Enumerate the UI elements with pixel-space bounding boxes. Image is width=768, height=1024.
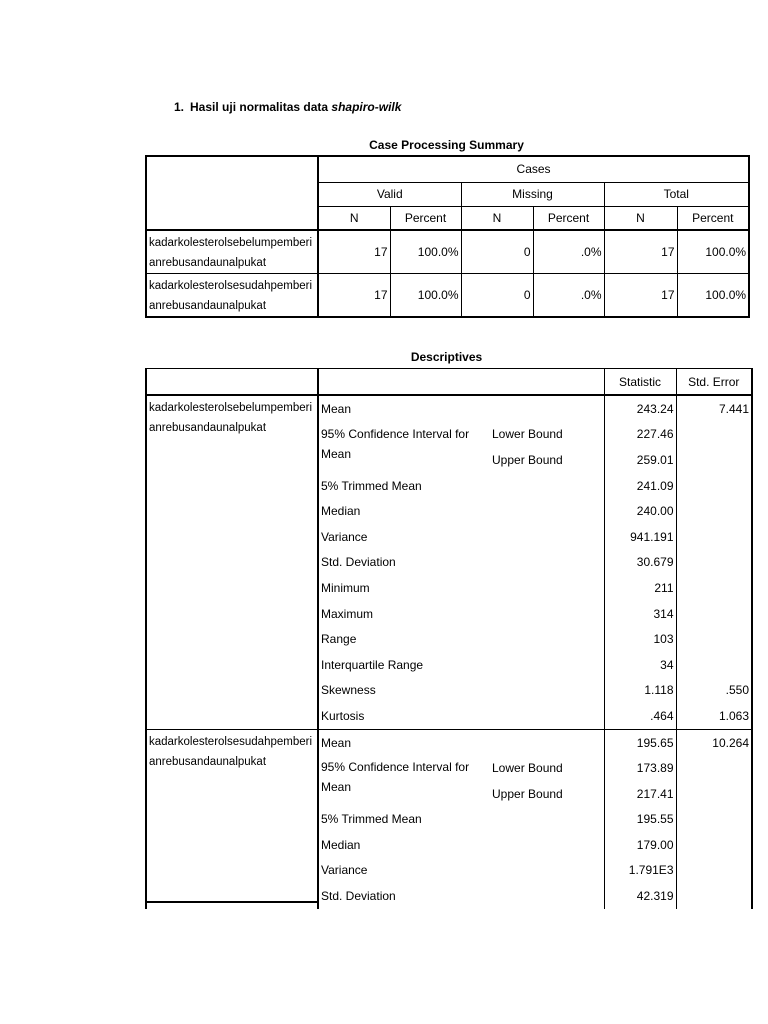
cell: 17 <box>318 230 390 274</box>
stat-value: 195.55 <box>604 807 676 833</box>
empty-cell <box>676 575 752 601</box>
ci-bound-label: Upper Bound <box>492 786 563 801</box>
empty-cell <box>676 422 752 448</box>
stat-name: 95% Confidence Interval for Mean <box>321 426 470 461</box>
cell: 0 <box>461 274 533 318</box>
descriptives-title: Descriptives <box>410 350 483 364</box>
sub-percent: Percent <box>677 206 749 230</box>
stat-name: Minimum <box>321 580 370 595</box>
empty-cell <box>676 447 752 473</box>
stat-name: Median <box>321 504 361 519</box>
cell: 17 <box>604 230 677 274</box>
cases-header: Cases <box>318 156 749 182</box>
cell: 17 <box>604 274 677 318</box>
stat-name: Maximum <box>321 606 374 621</box>
stat-value: 1.118 <box>604 678 676 704</box>
row-label: kadarkolesterolsebelumpemberianrebusandaunalpukat <box>146 230 318 274</box>
stat-name: Mean <box>321 735 352 750</box>
stat-name: Range <box>321 632 357 647</box>
row-label: kadarkolesterolsesudahpemberianrebusandaunalpukat <box>146 274 318 318</box>
header-std-error: Std. Error <box>676 369 752 396</box>
empty-cell <box>676 498 752 524</box>
stat-name: 5% Trimmed Mean <box>321 478 422 493</box>
sub-n: N <box>318 206 390 230</box>
stat-value: 217.41 <box>604 781 676 807</box>
empty-cell <box>676 626 752 652</box>
stat-name: Variance <box>321 863 368 878</box>
table-bottom-border <box>145 901 317 903</box>
stat-value: 227.46 <box>604 422 676 448</box>
group-label: kadarkolesterolsebelumpemberianrebusandaunalpukat <box>146 395 318 729</box>
header-blank <box>318 369 604 396</box>
cell: 0 <box>461 230 533 274</box>
stat-name: Kurtosis <box>318 703 604 729</box>
stat-value: 241.09 <box>604 473 676 499</box>
section-heading <box>174 100 401 114</box>
stat-value: 211 <box>604 575 676 601</box>
header-statistic: Statistic <box>604 369 676 396</box>
empty-cell <box>676 807 752 833</box>
cell: 100.0% <box>390 230 461 274</box>
stat-name: Mean <box>321 401 352 416</box>
std-error-value: 10.264 <box>676 729 752 755</box>
sub-n: N <box>604 206 677 230</box>
cell: 100.0% <box>677 274 749 318</box>
heading-text: Hasil uji normalitas data <box>190 100 332 114</box>
heading-number: 1. <box>174 100 185 114</box>
empty-cell <box>676 755 752 781</box>
empty-cell <box>676 550 752 576</box>
stat-value: 243.24 <box>604 395 676 422</box>
case-summary-title: Case Processing Summary <box>369 138 524 152</box>
stat-value: 42.319 <box>604 883 676 909</box>
stat-value: 173.89 <box>604 755 676 781</box>
cell: 17 <box>318 274 390 318</box>
stat-value: 103 <box>604 626 676 652</box>
group-valid: Valid <box>318 182 461 206</box>
empty-cell <box>676 652 752 678</box>
empty-cell <box>676 473 752 499</box>
case-processing-table <box>145 155 750 318</box>
stat-value: 314 <box>604 601 676 627</box>
heading-italic: shapiro-wilk <box>331 100 402 114</box>
sub-percent: Percent <box>533 206 604 230</box>
std-error-value: 1.063 <box>676 703 752 729</box>
stat-value: 259.01 <box>604 447 676 473</box>
corner-cell <box>146 156 318 230</box>
stat-value: 1.791E3 <box>604 858 676 884</box>
stat-value: 240.00 <box>604 498 676 524</box>
descriptives-table <box>145 368 753 909</box>
header-blank <box>146 369 318 396</box>
empty-cell <box>676 858 752 884</box>
ci-bound-label: Lower Bound <box>492 427 563 442</box>
stat-value: .464 <box>604 703 676 729</box>
stat-value: 941.191 <box>604 524 676 550</box>
stat-name: 95% Confidence Interval for Mean <box>321 760 470 795</box>
stat-value: 179.00 <box>604 832 676 858</box>
ci-bound-label: Upper Bound <box>492 452 563 467</box>
stat-name: Variance <box>321 529 368 544</box>
group-label: kadarkolesterolsesudahpemberianrebusandaunalpukat <box>146 729 318 909</box>
cell: 100.0% <box>390 274 461 318</box>
empty-cell <box>676 524 752 550</box>
group-total: Total <box>604 182 749 206</box>
empty-cell <box>676 601 752 627</box>
sub-n: N <box>461 206 533 230</box>
cell: .0% <box>533 230 604 274</box>
std-error-value: .550 <box>676 678 752 704</box>
empty-cell <box>676 883 752 909</box>
empty-cell <box>676 832 752 858</box>
ci-bound-label: Lower Bound <box>492 761 563 776</box>
cell: 100.0% <box>677 230 749 274</box>
stat-name: Std. Deviation <box>321 555 396 570</box>
sub-percent: Percent <box>390 206 461 230</box>
stat-value: 30.679 <box>604 550 676 576</box>
std-error-value: 7.441 <box>676 395 752 422</box>
stat-value: 195.65 <box>604 729 676 755</box>
cell: .0% <box>533 274 604 318</box>
stat-name: Std. Deviation <box>321 889 396 904</box>
group-missing: Missing <box>461 182 604 206</box>
stat-name: Interquartile Range <box>321 657 424 672</box>
stat-name: 5% Trimmed Mean <box>321 812 422 827</box>
stat-value: 34 <box>604 652 676 678</box>
stat-name: Skewness <box>321 683 376 698</box>
empty-cell <box>676 781 752 807</box>
stat-name: Median <box>321 837 361 852</box>
